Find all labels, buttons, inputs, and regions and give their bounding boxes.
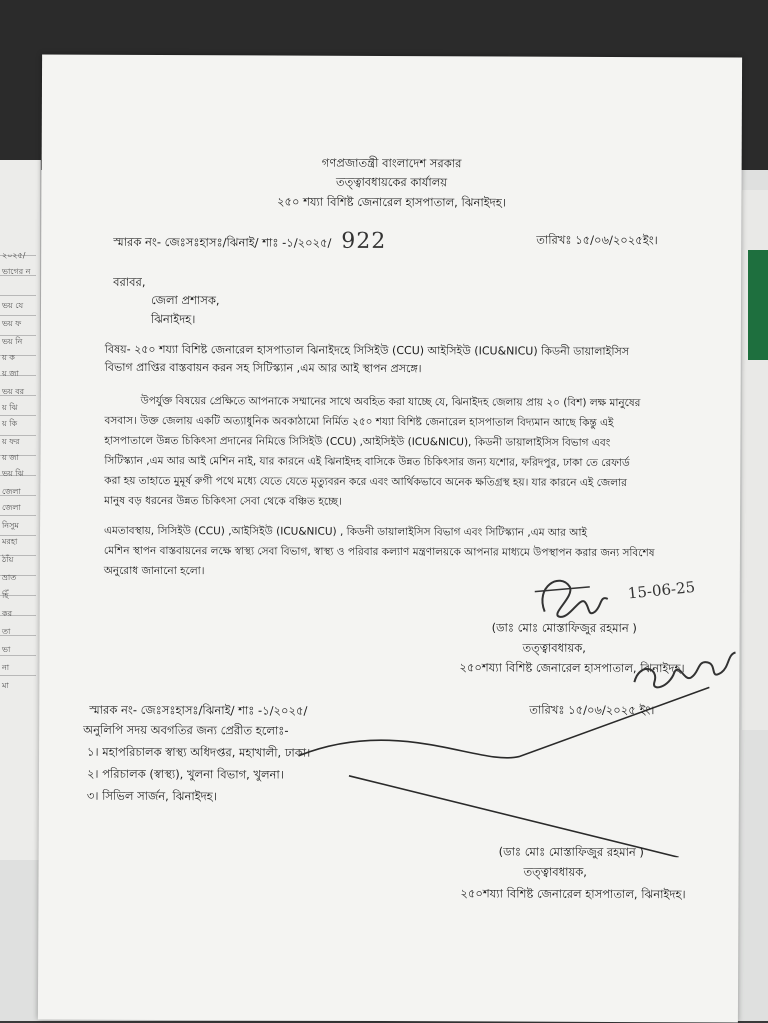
green-tab — [748, 250, 768, 360]
memo-date: তারিখঃ ১৫/০৬/২০২৫ইং। — [536, 232, 658, 248]
signature1-office: ২৫০শয্যা বিশিষ্ট জেনারেল হাসপাতাল, ঝিনাইদহ। — [459, 660, 685, 676]
copy-item: ২। পরিচালক (স্বাস্থ্য), খুলনা বিভাগ, খুলনা। — [86, 766, 284, 782]
left-fragment: য় জা — [2, 369, 19, 378]
handwritten-memo-number: 922 — [341, 228, 387, 254]
subject-line1: বিষয়- ২৫০ শয্যা বিশিষ্ট জেনারেল হাসপাতাল ঝিনাইদহে সিসিইউ (CCU) আইসিইউ (ICU&NICU) কিডনী ডায়ালাইসিস — [104, 342, 630, 359]
body-p2-line: মেশিন স্থাপন বাস্তবায়নের লক্ষে স্বাস্থ্য সেবা বিভাগ, স্বাস্থ্য ও পরিবার কল্যাণ মন্ত্রণালয়কে আপনার মাধ্যমে উপস্থাপন করার জন্য সবিশেষ — [103, 544, 655, 560]
left-fragment: ভয় ফ — [2, 319, 22, 328]
left-fragment: য় ফর — [2, 437, 20, 446]
body-p2-line: এমতাবস্থায়, সিসিইউ (CCU) ,আইসিইউ (ICU&NICU) , কিডনী ডায়ালাইসিস বিভাগ এবং সিটিস্ক্যান ,এম আর আই — [104, 524, 588, 539]
body-p1-line: বসবাস। উক্ত জেলায় একটি অত্যাধুনিক অবকাঠামো নির্মিত ২৫০ শয্যা বিশিষ্ট জেনারেল হাসপাতাল বিদ্যমান আছে কিন্তু এই — [104, 414, 614, 429]
recipient-line1: জেলা প্রশাসক, — [151, 292, 220, 308]
left-fragment: য় জা — [2, 453, 19, 462]
copy-intro: অনুলিপি সদয় অবগতির জন্য প্রেরীত হলোঃ- — [83, 722, 289, 738]
left-fragment: ২০২৫/ — [2, 251, 26, 260]
left-fragment: ভা — [2, 645, 11, 654]
body-p2-line: অনুরোধ জানানো হলো। — [103, 564, 205, 578]
left-fragment: মরহা — [2, 537, 18, 546]
left-fragment: জেলা — [2, 503, 21, 512]
header-hospital: ২৫০ শয্যা বিশিষ্ট জেনারেল হাসপাতাল, ঝিনাইদহ। — [277, 194, 506, 210]
left-fragment: জেলা — [2, 487, 21, 496]
left-fragment: হিঁ — [2, 591, 9, 600]
signature1-name: (ডাঃ মোঃ মোস্তাফিজুর রহমান ) — [491, 620, 637, 636]
body-p1-line: হাসপাতালে উন্নত চিকিৎসা প্রদানের নিমিত্তে সিসিইউ (CCU) ,আইসিইউ (ICU&NICU), কিডনী ডায়ালাইসিস বিভাগ এবং — [104, 434, 611, 449]
subject-line2: বিভাগ প্রাপ্তির বাস্তবায়ন করন সহ সিটিস্ক্যান ,এম আর আই স্থাপন প্রসঙ্গে। — [104, 360, 422, 376]
pen-stroke-line — [239, 655, 720, 860]
left-fragment: নিসুম — [2, 521, 19, 530]
left-fragment: ভয় যে — [2, 301, 24, 310]
left-fragment: ভাগের ন — [2, 267, 31, 276]
left-fragment: য় কি — [2, 419, 18, 428]
body-p1-line: সিটিস্ক্যান ,এম আর আই মেশিন নাই, যার কারনে এই ঝিনাইদহ বাসিকে উন্নত চিকিৎসার জন্য যশোর, ফরিদপুর, ঢাকা তে রেফার্ড — [104, 454, 630, 470]
copy-memo-number: স্মারক নং- জেঃসঃহাসঃ/ঝিনাই/ শাঃ -১/২০২৫/ — [89, 702, 308, 718]
left-fragment: ভয় নি — [2, 337, 23, 346]
recipient-line2: ঝিনাইদহ। — [150, 311, 196, 327]
signature-handwritten-date: 15-06-25 — [627, 577, 696, 603]
copy-item: ৩। সিভিল সার্জন, ঝিনাইদহ। — [86, 788, 217, 804]
left-background-sheet — [0, 160, 41, 860]
left-fragment: ভ্রাত — [2, 573, 17, 582]
letter-page — [38, 54, 742, 1022]
signature2-name: (ডাঃ মোঃ মোস্তাফিজুর রহমান ) — [498, 844, 644, 860]
body-p1-line: উপর্যুক্ত বিষয়ের প্রেক্ষিতে আপনাকে সম্মানের সাথে অবহিত করা যাচ্ছে যে, ঝিনাইদহ জেলায় প্রায় ২০ (বিশ) লক্ষ মানুষের — [140, 394, 641, 410]
signature2-title: তত্ত্বাবধায়ক, — [523, 864, 588, 879]
left-fragment: ভয় ঝি — [2, 469, 24, 478]
memo-number: স্মারক নং- জেঃসঃহাসঃ/ঝিনাই/ শাঃ -১/২০২৫/ — [113, 234, 332, 250]
signature2-office: ২৫০শয্যা বিশিষ্ট জেনারেল হাসপাতাল, ঝিনাইদহ। — [460, 886, 686, 902]
left-fragment: কর — [2, 609, 12, 618]
left-fragment: তা — [2, 627, 11, 636]
recipient-to: বরাবর, — [113, 274, 146, 289]
body-p1-line: করা হয় তাহাতে মুমূর্ষ রুগী পথে মধ্যে যেতে যেতে মৃত্যুবরন করে এবং আর্থিকভাবে অনেক ক্ষতিগ্রস্থ হয়। যার কারনে এই জেলার — [104, 474, 627, 490]
left-fragment: না — [2, 663, 10, 672]
left-fragment: ঠাঁয় — [2, 555, 14, 564]
left-fragment: য় ক — [2, 353, 15, 362]
header-office: তত্ত্বাবধায়কের কার্যালয় — [335, 174, 448, 190]
left-fragment: মা — [2, 681, 9, 690]
body-p1-line: মানুষ বড় ধরনের উন্নত চিকিৎসা সেবা থেকে বঞ্চিত হচ্ছে। — [104, 494, 342, 508]
signature1-title: তত্ত্বাবধায়ক, — [522, 640, 586, 655]
left-fragment: ভয় বর — [2, 387, 25, 396]
copy-item: ১। মহাপরিচালক স্বাস্থ্য অধিদপ্তর, মহাখালী, ঢাকা। — [87, 744, 311, 760]
header-government: গণপ্রজাতন্ত্রী বাংলাদেশ সরকার — [321, 155, 462, 171]
left-fragment: য় ঝি — [2, 403, 18, 412]
copy-date: তারিখঃ ১৫/০৬/২০২৫ ইং। — [529, 702, 655, 718]
